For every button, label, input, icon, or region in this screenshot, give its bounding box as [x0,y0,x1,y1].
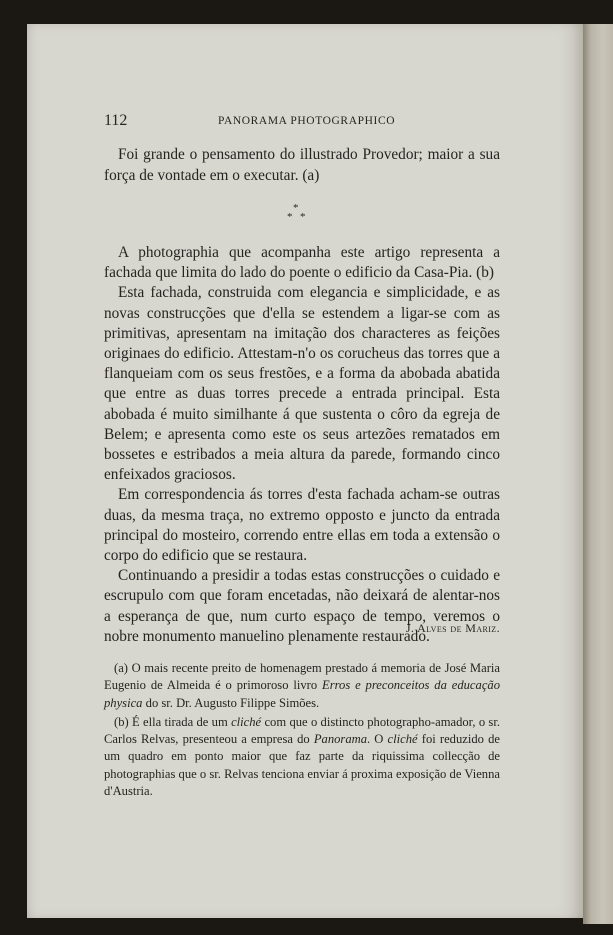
footnote-a-marker: (a) [114,661,128,675]
article-body [104,243,500,647]
asterism-star-right: * [300,211,306,223]
footnote-a-text-after: do sr. Dr. Augusto Filippe Simões. [145,695,320,710]
footnote-b-marker: (b) [114,714,129,729]
page-number: 112 [104,112,128,129]
book-gutter [583,24,613,924]
footnote-a-text-before: O mais recente preito de homenagem prestado á memoria de José Maria Eugenio de Almeida é o primoroso livro [104,661,500,693]
page-header [104,112,500,132]
asterism-star-left: * [287,211,293,223]
signature-text: J. Alves de Mariz. [405,621,500,635]
footnote-a [104,660,500,712]
intro-text [104,145,500,186]
intro-paragraph: Foi grande o pensamento do illustrado Provedor; maior a sua força de vontade em o executar. (a) [104,146,500,184]
article-paragraph: Esta fachada, construida com elegancia e simplicidade, e as novas construcções que d'ella se estendem a ligar-se com as primitivas, apresentam na imitação dos characteres as feições originaes do edificio. Attestam-n'o os corucheus das torres que a flanqueiam com os seus frestões, e a forma da abobada abatida que entre as duas torres precede a entrada principal. Esta abobada é muito similhante á que sustenta o côro da egreja de Belem; e apresenta como este os seus artezões rematados em bossetes e estribados a meia altura da parede, formando cinco enfeixados graciosos. [104,284,500,484]
article-paragraph: A photographia que acompanha este artigo representa a fachada que limita do lado do poente o edificio da Casa-Pia. (b) [104,244,500,282]
footnote-b-term1: cliché [231,714,262,729]
footnote-a-title: Erros e preconceitos da educação physica [104,678,501,710]
footnotes [104,660,500,802]
asterism-star-top: * [293,202,299,214]
footnote-b [104,714,500,800]
footnote-b-term3: cliché [387,732,418,747]
footnote-b-part3: . O [367,732,384,747]
footnote-b-term2: Panorama [313,732,368,747]
running-title: PANORAMA PHOTOGRAPHICO [218,115,396,127]
footnote-b-part1: É ella tirada de um [132,714,228,729]
author-signature [406,621,500,636]
asterism-separator [284,204,310,224]
article-paragraph: Em correspondencia ás torres d'esta fachada acham-se outras duas, da mesma traça, no extremo opposto e juncto da entrada principal do mosteiro, correndo entre ellas em toda a extensão o corpo do edificio que se restaura. [104,486,500,565]
footnote-b-part4: foi reduzido de um quadro em ponto maior que faz parte da riquissima collecção de photographias que o sr. Relvas tenciona enviar á proxima exposição de Vienna d'Austria. [104,732,500,799]
article-paragraph: Continuando a presidir a todas estas construcções o cuidado e escrupulo com que foram encetadas, não deixará de alentar-nos a esperança de que, num curto espaço de tempo, veremos o nobre monumento manuelino plenamente restaurado. [104,567,500,645]
footnote-b-part2: com que o distincto photographo-amador, o sr. Carlos Relvas, presenteou a empresa do [104,714,500,747]
